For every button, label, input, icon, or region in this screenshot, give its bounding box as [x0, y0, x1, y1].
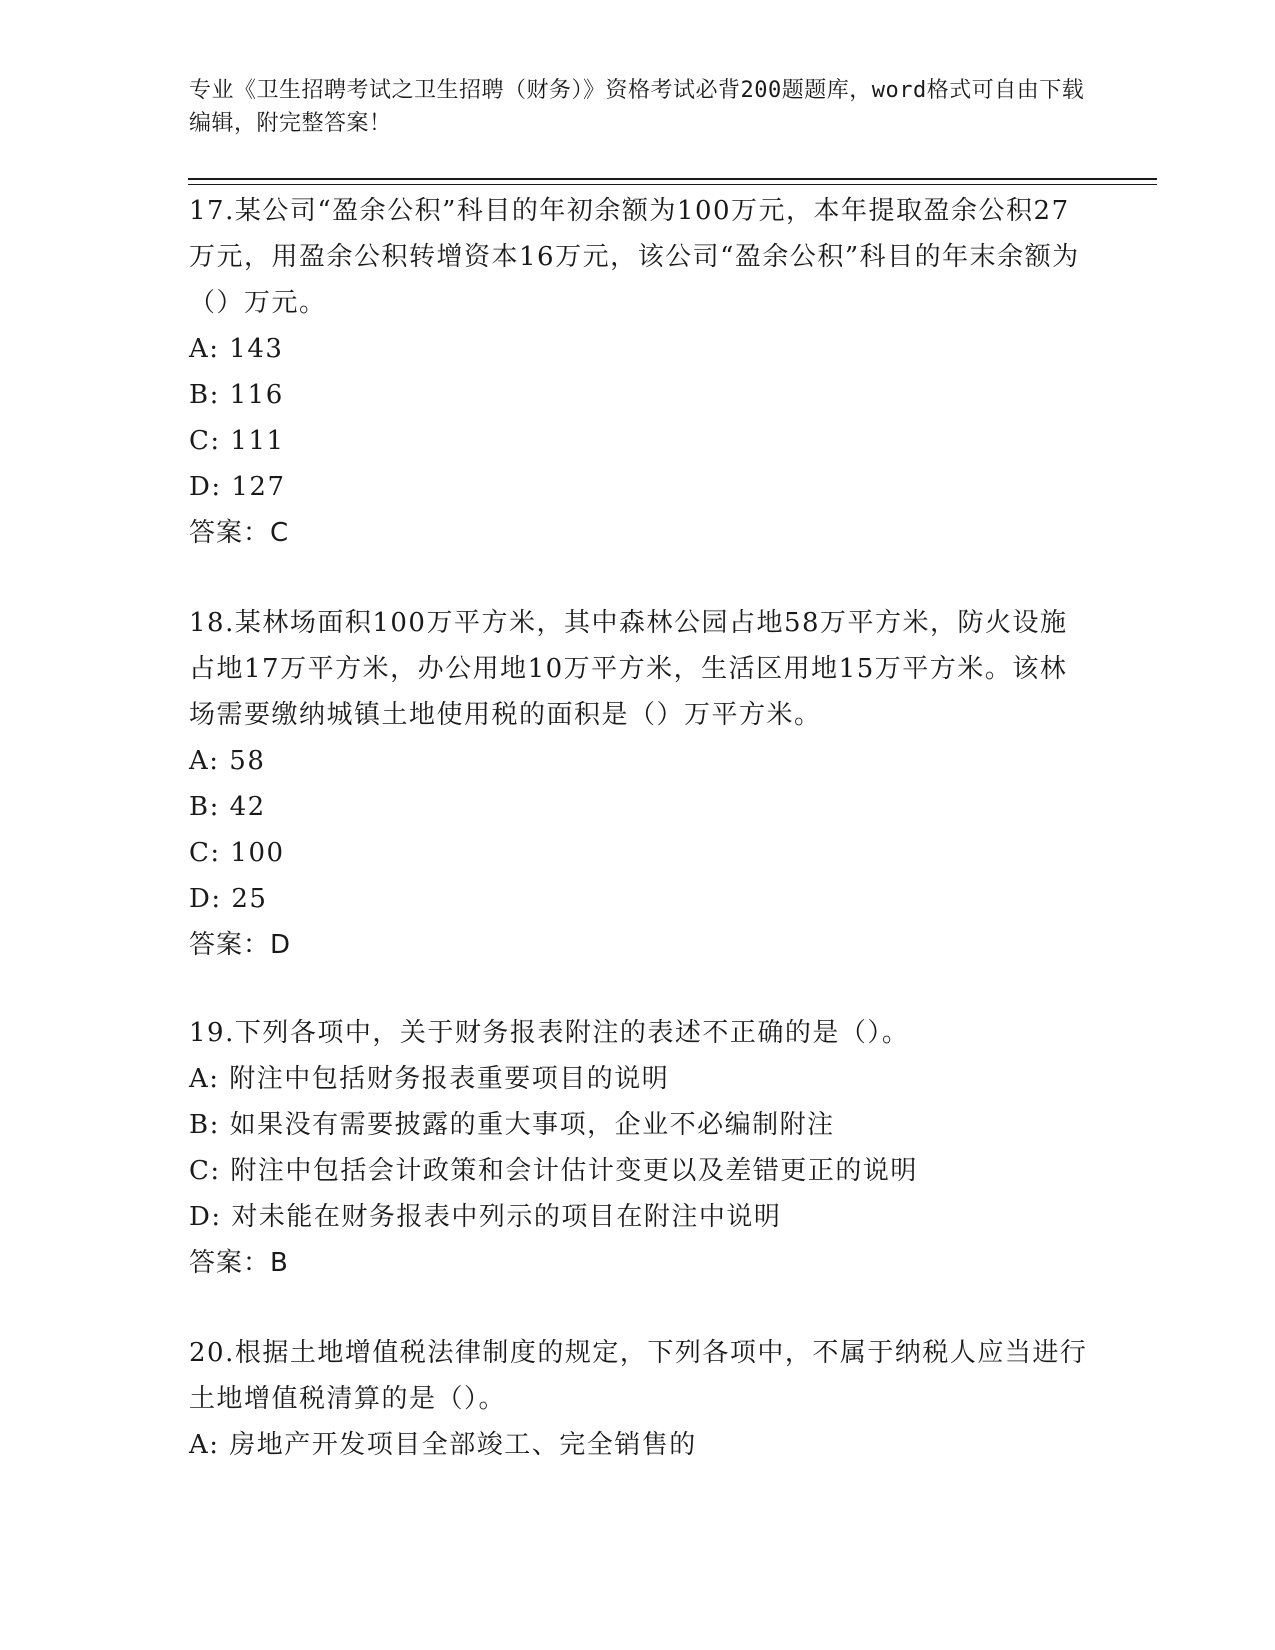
question-stem: 19.下列各项中，关于财务报表附注的表述不正确的是（）。 [189, 1018, 910, 1048]
question-19 [189, 1010, 1089, 1286]
option-d: D: 对未能在财务报表中列示的项目在附注中说明 [189, 1202, 782, 1232]
option-b: B: 116 [189, 380, 284, 410]
option-a: A: 附注中包括财务报表重要项目的说明 [189, 1064, 670, 1094]
option-d: D: 25 [189, 884, 268, 914]
question-stem: 18.某林场面积100万平方米，其中森林公园占地58万平方米，防火设施占地17万平方米，办公用地10万平方米，生活区用地15万平方米。该林场需要缴纳城镇土地使用税的面积是（）万平方米。 [189, 608, 1068, 730]
question-17 [189, 188, 1089, 556]
option-a: A: 房地产开发项目全部竣工、完全销售的 [189, 1430, 697, 1460]
answer-label: 答案：C [189, 518, 290, 548]
option-b: B: 42 [189, 792, 266, 822]
question-20 [189, 1330, 1089, 1468]
header-rule-thin [188, 184, 1157, 185]
answer-label: 答案：D [189, 930, 292, 960]
option-b: B: 如果没有需要披露的重大事项，企业不必编制附注 [189, 1110, 835, 1140]
document-header-title: 专业《卫生招聘考试之卫生招聘（财务）》资格考试必背200题题库，word格式可自由下载编辑，附完整答案！ [189, 78, 1085, 136]
option-c: C: 100 [189, 838, 285, 868]
question-stem: 17.某公司“盈余公积”科目的年初余额为100万元，本年提取盈余公积27万元，用盈余公积转增资本16万元，该公司“盈余公积”科目的年末余额为（）万元。 [189, 196, 1080, 318]
question-18 [189, 600, 1089, 968]
option-c: C: 111 [189, 426, 285, 456]
header-rule-thick [188, 178, 1157, 180]
answer-label: 答案：B [189, 1248, 289, 1278]
option-a: A: 143 [189, 334, 284, 364]
option-a: A: 58 [189, 746, 266, 776]
option-c: C: 附注中包括会计政策和会计估计变更以及差错更正的说明 [189, 1156, 918, 1186]
option-d: D: 127 [189, 472, 286, 502]
question-stem: 20.根据土地增值税法律制度的规定，下列各项中，不属于纳税人应当进行土地增值税清算的是（）。 [189, 1338, 1088, 1414]
